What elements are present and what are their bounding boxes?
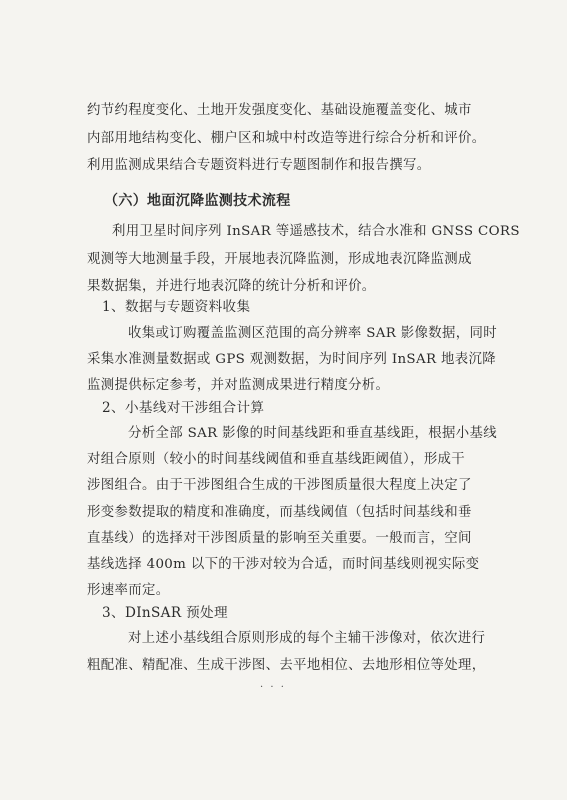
subsection-heading: 2、小基线对干涉组合计算 xyxy=(102,400,265,416)
text-line: 内部用地结构变化、棚户区和城中村改造等进行综合分析和评价。 xyxy=(87,131,486,146)
text-line: 形速率而定。 xyxy=(87,583,170,598)
text-line: 利用监测成果结合专题资料进行专题图制作和报告撰写。 xyxy=(87,158,431,173)
text-line: 监测提供标定参考，并对监测成果进行精度分析。 xyxy=(87,378,390,393)
text-line: 采集水准测量数据或 GPS 观测数据，为时间序列 InSAR 地表沉降 xyxy=(87,352,496,367)
text-line: 对上述小基线组合原则形成的每个主辅干涉像对，依次进行 xyxy=(128,631,486,646)
text-line: 粗配准、精配准、生成干涉图、去平地相位、去地形相位等处理， xyxy=(87,658,486,673)
footer-mark: · · · xyxy=(260,682,286,693)
text-line: 收集或订购覆盖监测区范围的高分辨率 SAR 影像数据，同时 xyxy=(128,326,497,341)
text-line: 涉图组合。由于干涉图组合生成的干涉图质量很大程度上决定了 xyxy=(87,478,472,493)
text-line: 直基线）的选择对干涉图质量的影响至关重要。一般而言，空间 xyxy=(87,531,472,546)
text-line: 形变参数提取的精度和准确度，而基线阈值（包括时间基线和垂 xyxy=(87,505,472,520)
text-line: 对组合原则（较小的时间基线阈值和垂直基线距阈值），形成干 xyxy=(87,452,466,467)
text-line: 利用卫星时间序列 InSAR 等遥感技术，结合水准和 GNSS CORS xyxy=(112,224,520,239)
subsection-heading: 3、DInSAR 预处理 xyxy=(102,605,228,621)
subsection-heading: 1、数据与专题资料收集 xyxy=(102,299,251,315)
text-line: 果数据集，并进行地表沉降的统计分析和评价。 xyxy=(87,279,376,294)
text-line: 约节约程度变化、土地开发强度变化、基础设施覆盖变化、城市 xyxy=(87,103,472,118)
text-line: 观测等大地测量手段，开展地表沉降监测，形成地表沉降监测成 xyxy=(87,252,472,267)
text-line: 分析全部 SAR 影像的时间基线距和垂直基线距，根据小基线 xyxy=(128,426,497,441)
section-heading: （六）地面沉降监测技术流程 xyxy=(104,193,291,209)
text-line: 基线选择 400m 以下的干涉对较为合适，而时间基线则视实际变 xyxy=(87,557,480,572)
